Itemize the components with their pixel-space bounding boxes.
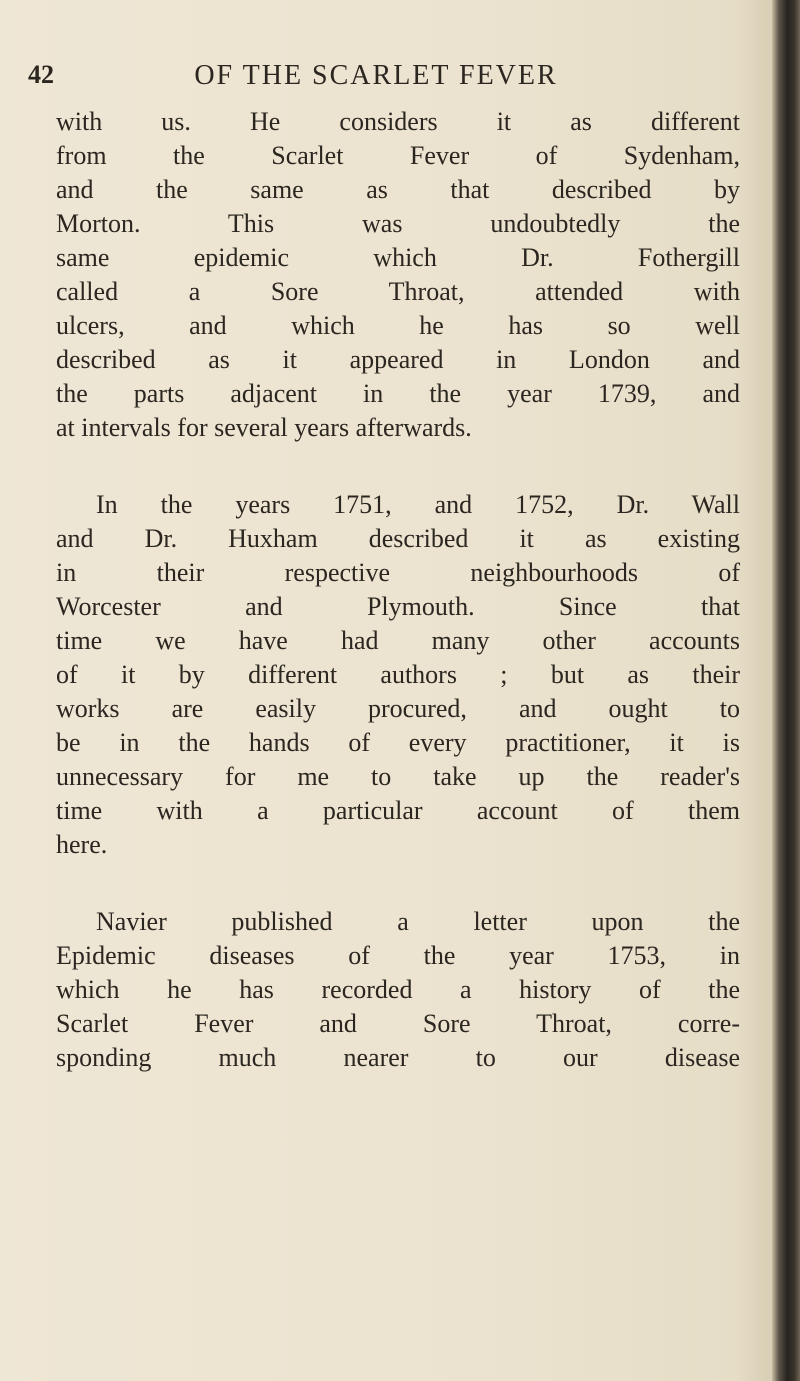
paragraph-3	[56, 905, 740, 1075]
text-line: works are easily procured, and ought to	[56, 694, 740, 723]
paragraph-gap	[56, 445, 740, 488]
text-line: at intervals for several years afterwards.	[56, 413, 472, 442]
paragraph-2	[56, 488, 740, 862]
text-line: here.	[56, 830, 108, 859]
text-line: Morton. This was undoubtedly the	[56, 209, 740, 238]
text-line: from the Scarlet Fever of Sydenham,	[56, 141, 740, 170]
text-line: unnecessary for me to take up the reader's	[56, 762, 740, 791]
text-line: with us. He considers it as different	[56, 107, 740, 136]
text-line: Navier published a letter upon the	[96, 907, 740, 936]
text-line: In the years 1751, and 1752, Dr. Wall	[96, 490, 740, 519]
text-line: Worcester and Plymouth. Since that	[56, 592, 740, 621]
text-line: called a Sore Throat, attended with	[56, 277, 740, 306]
text-line: which he has recorded a history of the	[56, 975, 740, 1004]
page-binding-edge	[772, 0, 800, 1381]
text-line: described as it appeared in London and	[56, 345, 740, 374]
body-text	[56, 105, 740, 1075]
text-line: and the same as that described by	[56, 175, 740, 204]
text-line: of it by different authors ; but as their	[56, 660, 740, 689]
text-line: time we have had many other accounts	[56, 626, 740, 655]
text-line: ulcers, and which he has so well	[56, 311, 740, 340]
text-line: be in the hands of every practitioner, it is	[56, 728, 740, 757]
paragraph-gap	[56, 862, 740, 905]
running-head: OF THE SCARLET FEVER	[194, 60, 558, 91]
text-line: sponding much nearer to our disease	[56, 1043, 740, 1072]
text-line: and Dr. Huxham described it as existing	[56, 524, 740, 553]
page-number: 42	[28, 60, 54, 89]
text-line: time with a particular account of them	[56, 796, 740, 825]
text-line: same epidemic which Dr. Fothergill	[56, 243, 740, 272]
text-line: in their respective neighbourhoods of	[56, 558, 740, 587]
text-line: the parts adjacent in the year 1739, and	[56, 379, 740, 408]
paragraph-1	[56, 105, 740, 445]
page-header	[28, 60, 768, 100]
text-line: Epidemic diseases of the year 1753, in	[56, 941, 740, 970]
text-line: Scarlet Fever and Sore Throat, corre-	[56, 1009, 740, 1038]
